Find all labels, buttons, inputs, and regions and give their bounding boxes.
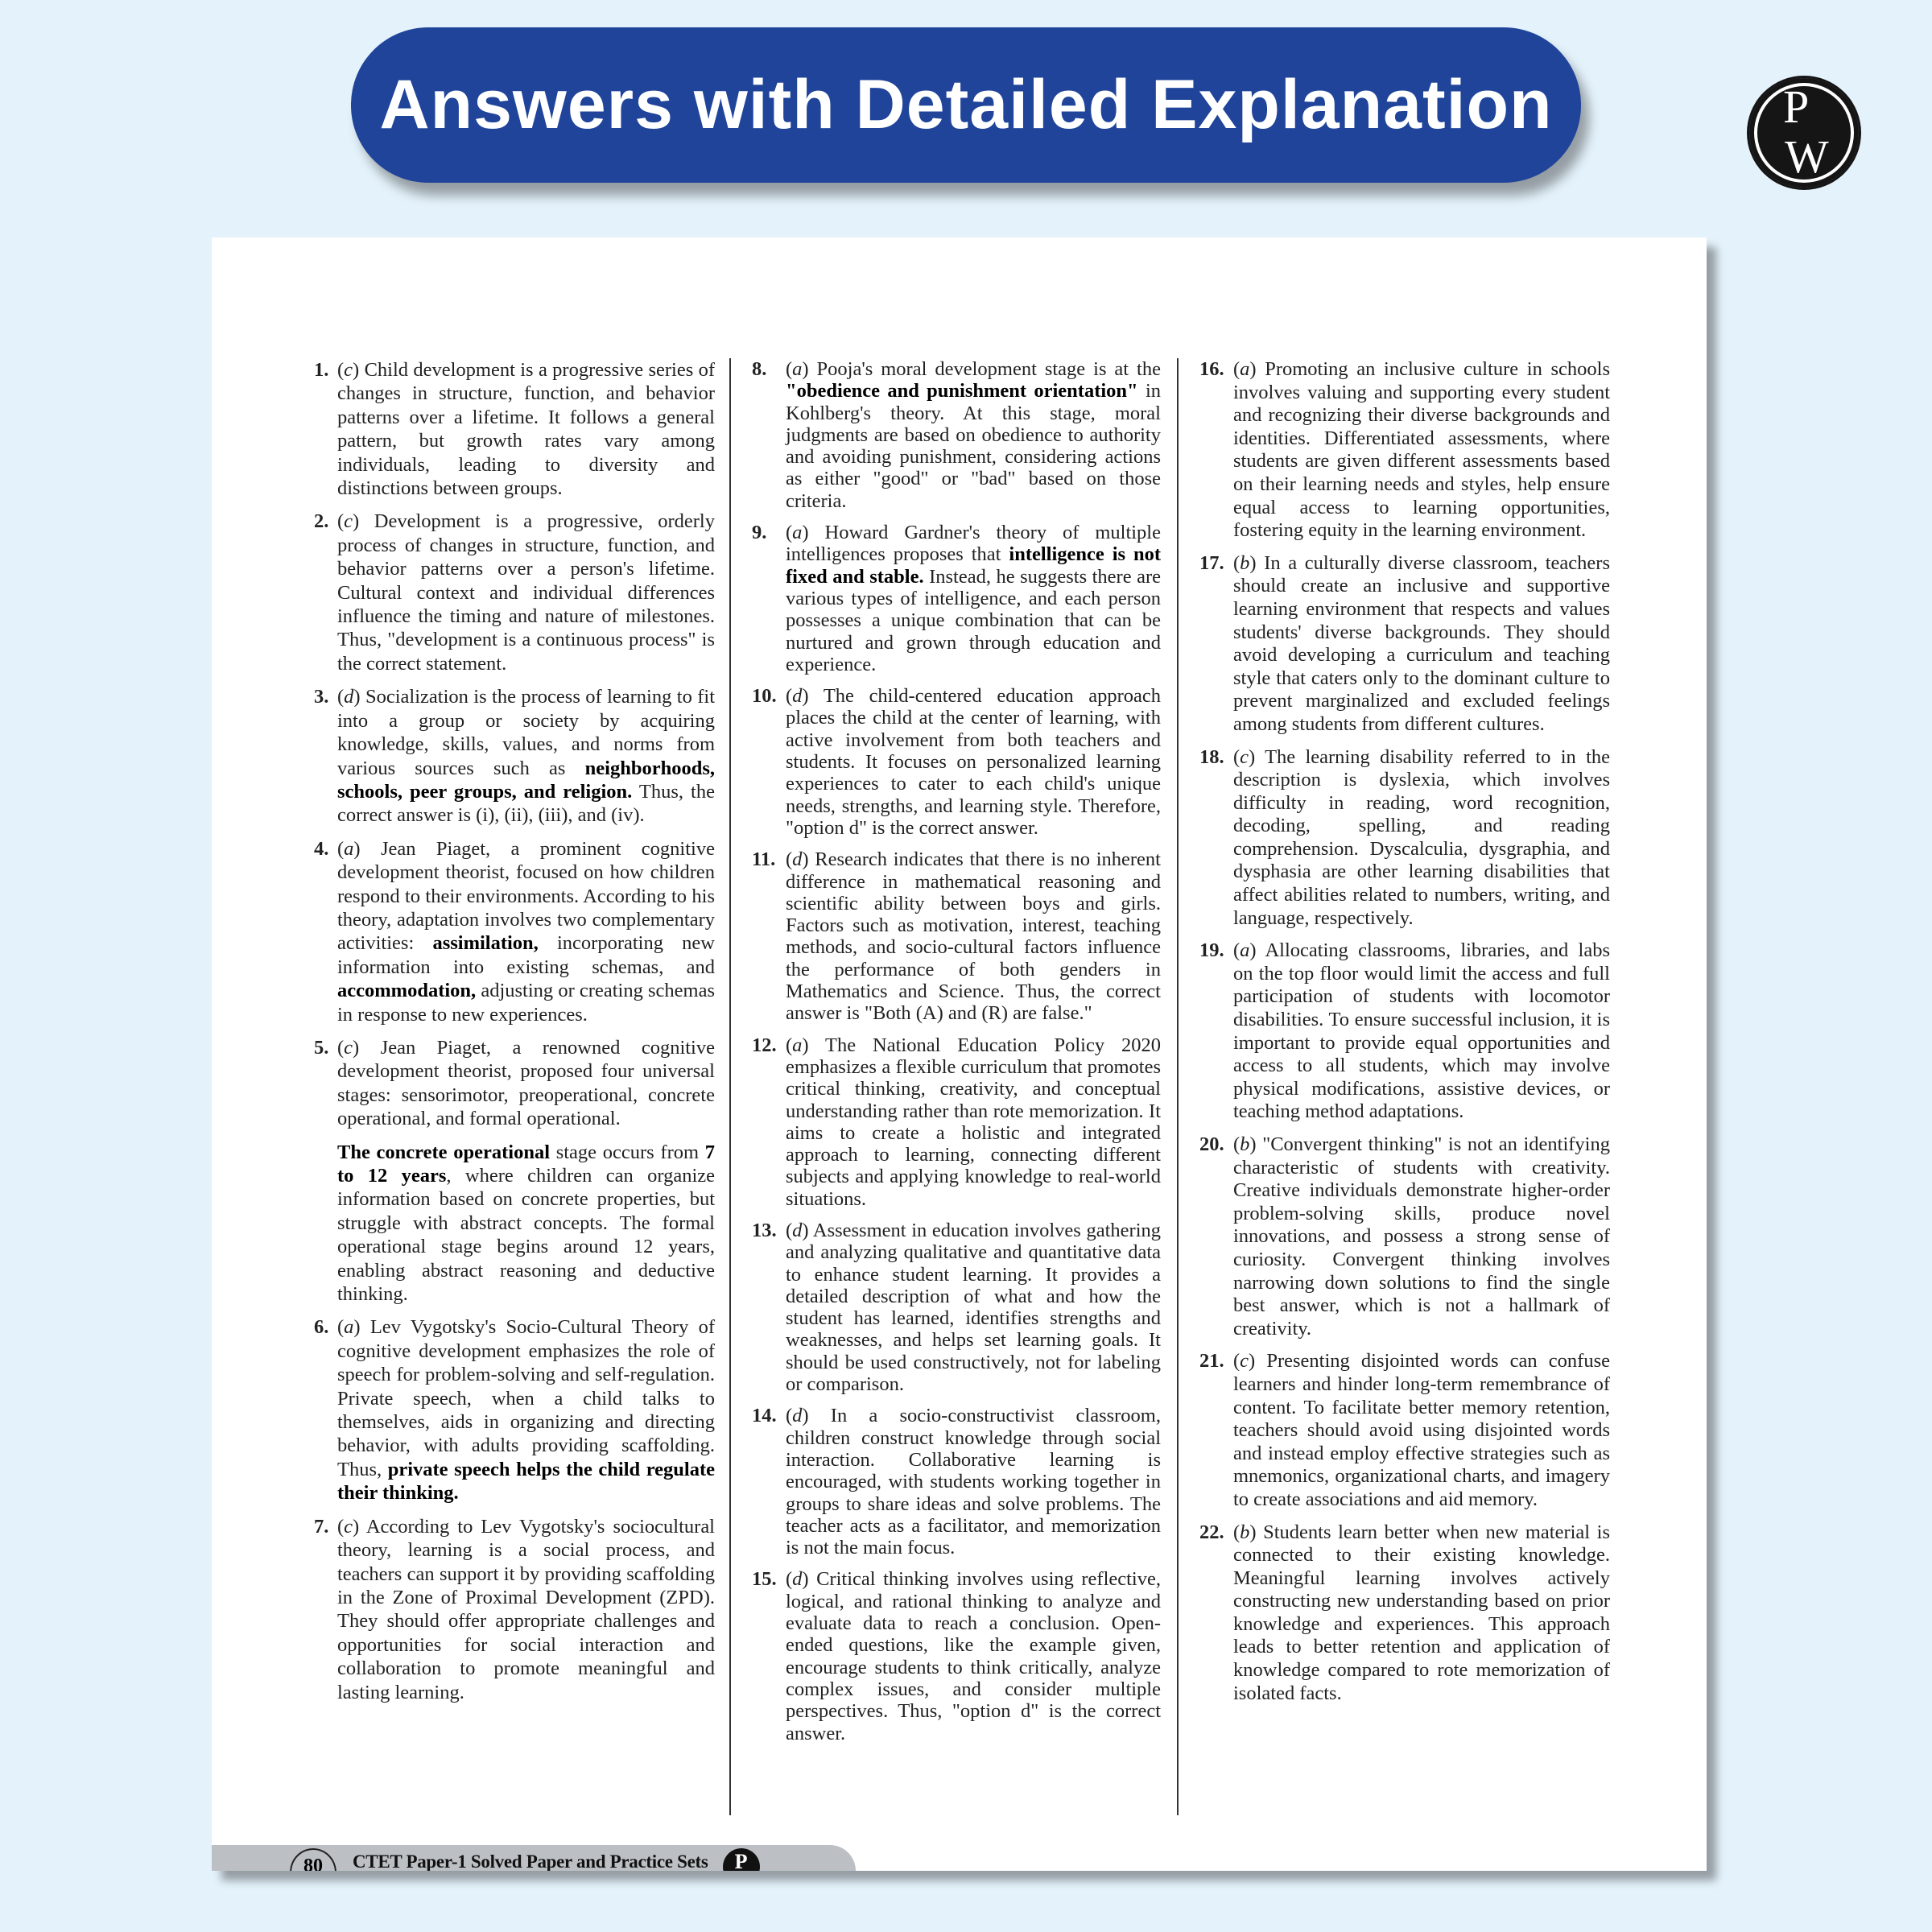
answer-number: 1. <box>314 359 329 381</box>
answer-number: 3. <box>314 686 329 708</box>
answer-column-1 <box>314 358 715 1714</box>
answer-item <box>1199 1350 1610 1511</box>
answer-option: ( a ) <box>786 522 825 543</box>
answer-option: ( d ) <box>786 848 815 870</box>
answer-number: 19. <box>1199 939 1224 962</box>
answer-item <box>1199 746 1610 931</box>
answer-option: ( d ) <box>786 1568 816 1590</box>
answer-number: 14. <box>752 1405 777 1427</box>
answer-text: Promoting an inclusive culture in schools involves valuing and supporting every student and recognizing their diverse backgrounds and identities. Differentiated assessments, where students are given different assessments based on their learning needs and styles, help ensure equal access to learning opportunities, fostering equity in the learning environment. <box>1233 358 1610 542</box>
answer-item <box>752 358 1161 512</box>
answer-number: 22. <box>1199 1521 1224 1543</box>
answer-text: Socialization is the process of learning to fit into a group or society by acquiring knowledge, skills, values, and norms from various sources such as <box>337 686 715 779</box>
bold-text: accommodation, <box>337 980 477 1002</box>
answer-option: ( c ) <box>337 1516 366 1538</box>
answer-text: In a socio-constructivist classroom, children construct knowledge through social interaction. Collaborative learning is encouraged, with students working together in groups to share ideas and solve problems. The teacher acts as a facilitator, and memorization is not the main focus. <box>786 1405 1161 1559</box>
answer-text: Allocating classrooms, libraries, and labs on the top floor would limit the access and full participation of students with locomotor disabilities. To ensure successful inclusion, it is important to provide equal opportunities and access to all students, which may involve physical modifications, assistive devices, or teaching method adaptations. <box>1233 939 1610 1123</box>
answer-item <box>752 1220 1161 1395</box>
answer-number: 20. <box>1199 1133 1224 1155</box>
answer-text: Thus, the correct answer is (i), (ii), (iii), and (iv). <box>337 780 715 827</box>
answer-text: The National Education Policy 2020 emphasizes a flexible curriculum that promotes critical thinking, creativity, and conceptual understanding rather than rote memorization. It aims to create a holistic and integrated approach to learning, connecting different subjects and applying knowledge to real-world situations. <box>786 1034 1161 1210</box>
answer-item <box>1199 1521 1610 1706</box>
answer-text: According to Lev Vygotsky's sociocultural theory, learning is a social process, and teachers can support it by providing scaffolding in the Zone of Proximal Development (ZPD). They should offer appropriate challenges and opportunities for social interaction and collaboration to promote meaningful and lasting learning. <box>337 1515 715 1703</box>
answer-text: Jean Piaget, a renowned cognitive development theorist, proposed four universal stages: sensorimotor, preoperational, concrete operational, and formal operational. <box>337 1036 715 1130</box>
answer-item <box>1199 358 1610 543</box>
title-banner <box>351 27 1581 183</box>
answer-item <box>314 1515 715 1704</box>
answer-option: ( a ) <box>1233 939 1265 961</box>
answer-text: Pooja's moral development stage is at the <box>816 358 1161 380</box>
answer-option: ( d ) <box>786 1405 831 1426</box>
bold-text: "obedience and punishment orientation" <box>786 380 1138 402</box>
answer-option: ( c ) <box>337 1037 381 1059</box>
answer-option: ( a ) <box>1233 358 1265 380</box>
bold-text: neighborhoods, schools, peer groups, and religion. <box>337 757 715 803</box>
answer-number: 7. <box>314 1515 329 1538</box>
answer-item <box>752 1568 1161 1744</box>
answer-option: ( c ) <box>337 359 365 381</box>
page-number: 80 <box>290 1848 336 1871</box>
answer-option: ( c ) <box>1233 1350 1266 1372</box>
answer-item <box>314 837 715 1026</box>
answer-text: Presenting disjointed words can confuse learners and hinder long-term remembrance of content. To facilitate better memory retention, teachers should avoid using disjointed words and instead employ effective strategies such as mnemonics, organizational charts, and imagery to create associations and aid memory. <box>1233 1350 1610 1510</box>
answer-paragraph <box>337 1141 715 1307</box>
answer-text: in Kohlberg's theory. At this stage, moral judgments are based on obedience to authority and avoiding punishment, considering actions as either "good" or "bad" based on those criteria. <box>786 380 1161 512</box>
answer-option: ( a ) <box>786 1034 825 1056</box>
answer-item <box>752 685 1161 839</box>
answer-number: 4. <box>314 837 329 860</box>
answer-number: 17. <box>1199 551 1224 574</box>
answer-item <box>314 510 715 675</box>
footer-logo-icon: P <box>723 1848 760 1871</box>
answer-item <box>314 358 715 500</box>
bold-text: assimilation, <box>432 932 539 955</box>
bold-text: 7 to 12 years <box>337 1141 715 1187</box>
answer-number: 8. <box>752 358 767 380</box>
answer-number: 21. <box>1199 1350 1224 1373</box>
bold-text: private speech helps the child regulate their thinking. <box>337 1458 716 1505</box>
answer-item <box>1199 1133 1610 1340</box>
bold-text: The concrete operational <box>337 1141 550 1163</box>
answer-text: Howard Gardner's theory of multiple intelligences proposes that <box>786 522 1161 566</box>
answer-text: Instead, he suggests there are various types of intelligence, and each person possesses a unique combination that can be nurtured and grown through education and experience. <box>786 565 1161 675</box>
answer-text: In a culturally diverse classroom, teachers should create an inclusive and supportive learning environment that respects and values students' diverse backgrounds. They should avoid developing a curriculum and teaching style that caters only to the dominant culture to prevent marginalized and excluded feelings among students from different cultures. <box>1233 551 1610 735</box>
logo-letter-p: P <box>1783 80 1810 133</box>
answer-item <box>752 1034 1161 1210</box>
logo-letter-w: W <box>1785 130 1829 183</box>
answer-number: 11. <box>752 848 776 871</box>
pw-logo-icon <box>1747 76 1861 190</box>
answer-text: Child development is a progressive series of changes in structure, function, and behavior patterns over a lifetime. It follows a general pattern, but growth rates vary among individuals, leading to diversity and distinctions between groups. <box>337 359 715 500</box>
answer-text: Assessment in education involves gathering and analyzing qualitative and quantitative data to enhance student learning. It provides a detailed description of what and how the student has learned, identifies strengths and weaknesses, and helps set learning goals. It should be used constructively, not for labeling or comparison. <box>786 1219 1162 1396</box>
column-divider <box>1177 358 1179 1815</box>
answer-item <box>314 1315 715 1505</box>
answer-option: ( d ) <box>337 686 365 708</box>
answer-item <box>1199 552 1610 737</box>
answer-item <box>752 848 1161 1024</box>
answer-text: Lev Vygotsky's Socio-Cultural Theory of cognitive development emphasizes the role of speech for problem-solving and self-regulation. Private speech, when a child talks to themselves, aids in organizing and directing behavior, with adults providing scaffolding. Thus, <box>337 1316 715 1480</box>
answer-option: ( b ) <box>1233 552 1264 574</box>
book-page <box>212 237 1707 1871</box>
answer-option: ( c ) <box>1233 746 1265 768</box>
answer-option: ( b ) <box>1233 1133 1262 1155</box>
page-footer <box>212 1845 856 1871</box>
answer-text: , where children can organize information based on concrete properties, but struggle with abstract concepts. The formal operational stage begins around 12 years, enabling abstract reasoning and deductive thinking. <box>337 1165 715 1306</box>
answer-number: 2. <box>314 510 329 533</box>
answer-option: ( d ) <box>786 685 824 707</box>
answer-text: Research indicates that there is no inherent difference in mathematical reasoning and scientific ability between boys and girls. Factors such as motivation, interest, teaching methods, and socio-cultural factors influence the performance of both genders in Mathematics and Science. Thus, the correct answer is "Both (A) and (R) are false." <box>786 848 1161 1025</box>
answer-option: ( b ) <box>1233 1521 1263 1543</box>
answer-text: stage occurs from <box>550 1141 705 1163</box>
answer-number: 5. <box>314 1036 329 1059</box>
answer-text: incorporating new information into existing schemas, and <box>337 932 715 978</box>
answer-column-2 <box>752 358 1161 1754</box>
answer-number: 16. <box>1199 358 1224 380</box>
answer-option: ( c ) <box>337 510 374 532</box>
answer-option: ( d ) <box>786 1220 813 1241</box>
answer-text: adjusting or creating schemas in response to new experiences. <box>337 980 715 1026</box>
answer-text: The learning disability referred to in the description is dyslexia, which involves difficulty in reading, word recognition, decoding, spelling, and reading comprehension. Dyscalculia, dysgraphia, and dysphasia are other learning disabilities that affect abilities related to numbers, writing, and language, respectively. <box>1233 745 1611 929</box>
answer-text: The child-centered education approach places the child at the center of learning, with active involvement from both teachers and students. It focuses on personalized learning experiences to cater to each child's unique needs, strengths, and learning style. Therefore, "option d" is the correct answer. <box>786 685 1162 839</box>
bold-text: intelligence is not fixed and stable. <box>786 543 1161 588</box>
answer-number: 12. <box>752 1034 777 1056</box>
answer-column-3 <box>1199 358 1610 1715</box>
answer-option: ( a ) <box>786 358 817 380</box>
page-title: Answers with Detailed Explanation <box>379 66 1553 143</box>
answer-item <box>1199 939 1610 1124</box>
answer-number: 18. <box>1199 745 1224 768</box>
answer-item <box>752 1405 1161 1558</box>
answer-text: "Convergent thinking" is not an identifying characteristic of students with creativity. Creative individuals demonstrate higher-order problem-solving skills, produce novel innovations, and possess a strong sense of curiosity. Convergent thinking involves narrowing down solutions to find the single best answer, which is not a hallmark of creativity. <box>1233 1133 1610 1340</box>
answer-text: Students learn better when new material is connected to their existing knowledge. Meaningful learning involves actively constructing new understanding based on prior knowledge and experiences. This approach leads to better retention and application of knowledge compared to rote memorization of isolated facts. <box>1233 1521 1610 1704</box>
answer-option: ( a ) <box>337 1316 370 1338</box>
answer-number: 9. <box>752 522 767 544</box>
answer-text: Development is a progressive, orderly process of changes in structure, function, and behavior patterns over a person's lifetime. Cultural context and individual differences influence the timing and nature of milestones. Thus, "development is a continuous process" is the correct statement. <box>337 510 715 675</box>
answer-number: 13. <box>752 1219 777 1241</box>
answer-option: ( a ) <box>337 838 381 860</box>
book-title: CTET Paper-1 Solved Paper and Practice Sets <box>353 1852 708 1871</box>
answer-item <box>314 1036 715 1306</box>
answer-number: 15. <box>752 1568 777 1591</box>
column-divider <box>729 358 731 1815</box>
answer-item <box>752 522 1161 675</box>
answer-number: 10. <box>752 685 777 708</box>
answer-number: 6. <box>314 1316 329 1339</box>
answer-text: Critical thinking involves using reflective, logical, and rational thinking to analyze and evaluate data to reach a conclusion. Open-ended questions, like the example given, encourage students to think critically, analyze complex issues, and consider multiple perspectives. Thus, "option d" is the correct answer. <box>786 1568 1161 1744</box>
answer-text: Jean Piaget, a prominent cognitive development theorist, focused on how children respond to their environments. According to his theory, adaptation involves two complementary activities: <box>337 837 715 955</box>
answer-item <box>314 685 715 827</box>
